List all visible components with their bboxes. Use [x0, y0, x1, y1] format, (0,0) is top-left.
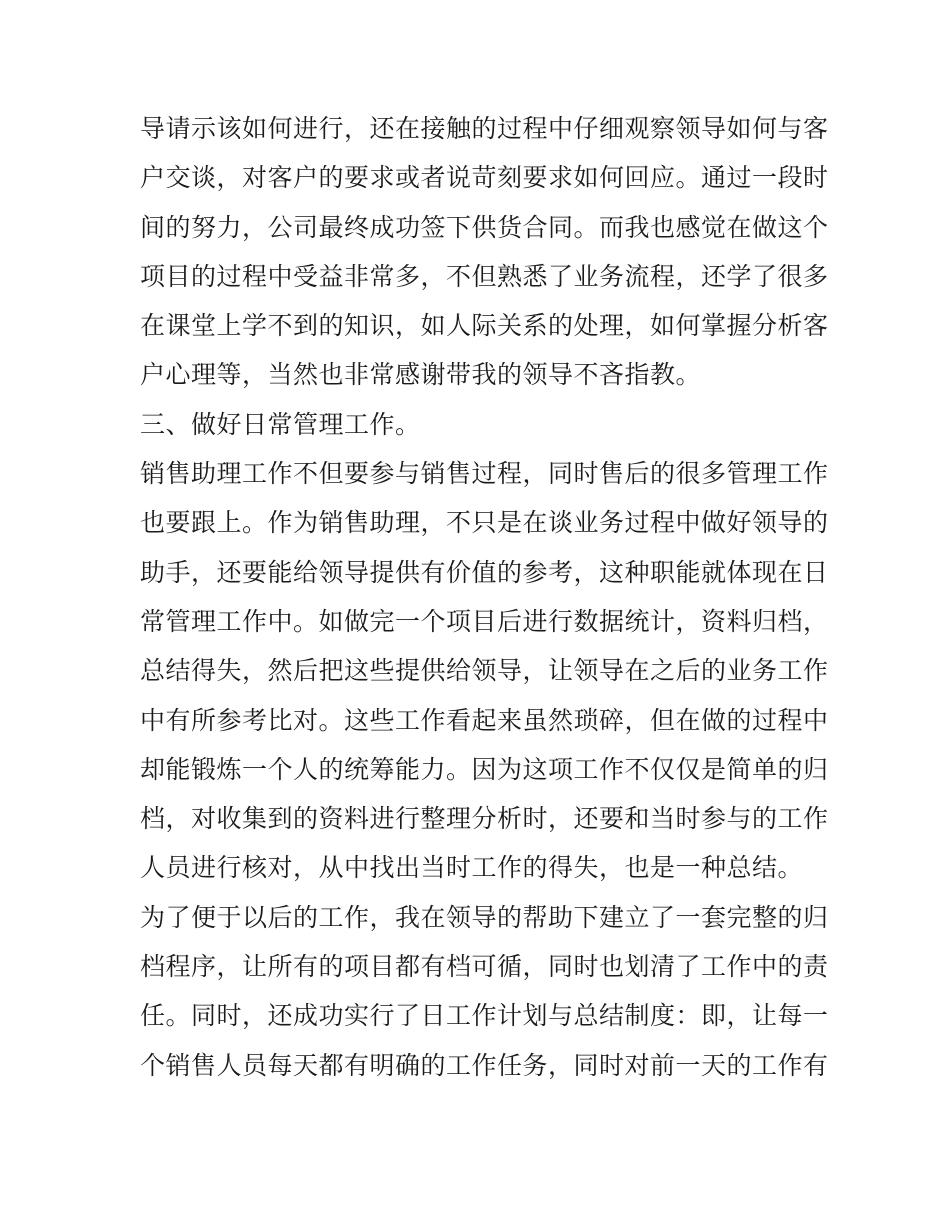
text-line: 档程序，让所有的项目都有档可循，同时也划清了工作中的责	[140, 952, 829, 982]
text-line: 为了便于以后的工作，我在领导的帮助下建立了一套完整的归	[140, 902, 829, 932]
text-line: 也要跟上。作为销售助理，不只是在谈业务过程中做好领导的	[140, 508, 829, 538]
text-line: 总结得失，然后把这些提供给领导，让领导在之后的业务工作	[140, 656, 829, 686]
text-line: 却能锻炼一个人的统筹能力。因为这项工作不仅仅是简单的归	[140, 754, 829, 784]
text-line: 间的努力，公司最终成功签下供货合同。而我也感觉在做这个	[140, 212, 829, 242]
text-line: 户心理等，当然也非常感谢带我的领导不吝指教。	[140, 360, 702, 390]
body-text	[140, 104, 829, 1090]
text-line: 常管理工作中。如做完一个项目后进行数据统计，资料归档，	[140, 606, 829, 636]
text-line: 档，对收集到的资料进行整理分析时，还要和当时参与的工作	[140, 804, 829, 834]
text-line: 导请示该如何进行，还在接触的过程中仔细观察领导如何与客	[140, 114, 829, 143]
text-line: 销售助理工作不但要参与销售过程，同时售后的很多管理工作	[140, 459, 829, 489]
text-line: 中有所参考比对。这些工作看起来虽然琐碎，但在做的过程中	[140, 705, 829, 735]
text-line: 任。同时，还成功实行了日工作计划与总结制度：即，让每一	[140, 1001, 829, 1031]
text-line: 个销售人员每天都有明确的工作任务，同时对前一天的工作有	[140, 1050, 829, 1080]
text-line: 助手，还要能给领导提供有价值的参考，这种职能就体现在日	[140, 557, 829, 587]
text-line: 在课堂上学不到的知识，如人际关系的处理，如何掌握分析客	[140, 311, 829, 341]
text-line: 人员进行核对，从中找出当时工作的得失，也是一种总结。	[140, 853, 804, 883]
text-line: 项目的过程中受益非常多，不但熟悉了业务流程，还学了很多	[140, 261, 829, 291]
text-line: 户交谈，对客户的要求或者说苛刻要求如何回应。通过一段时	[140, 163, 829, 193]
section-heading: 三、做好日常管理工作。	[140, 409, 421, 439]
